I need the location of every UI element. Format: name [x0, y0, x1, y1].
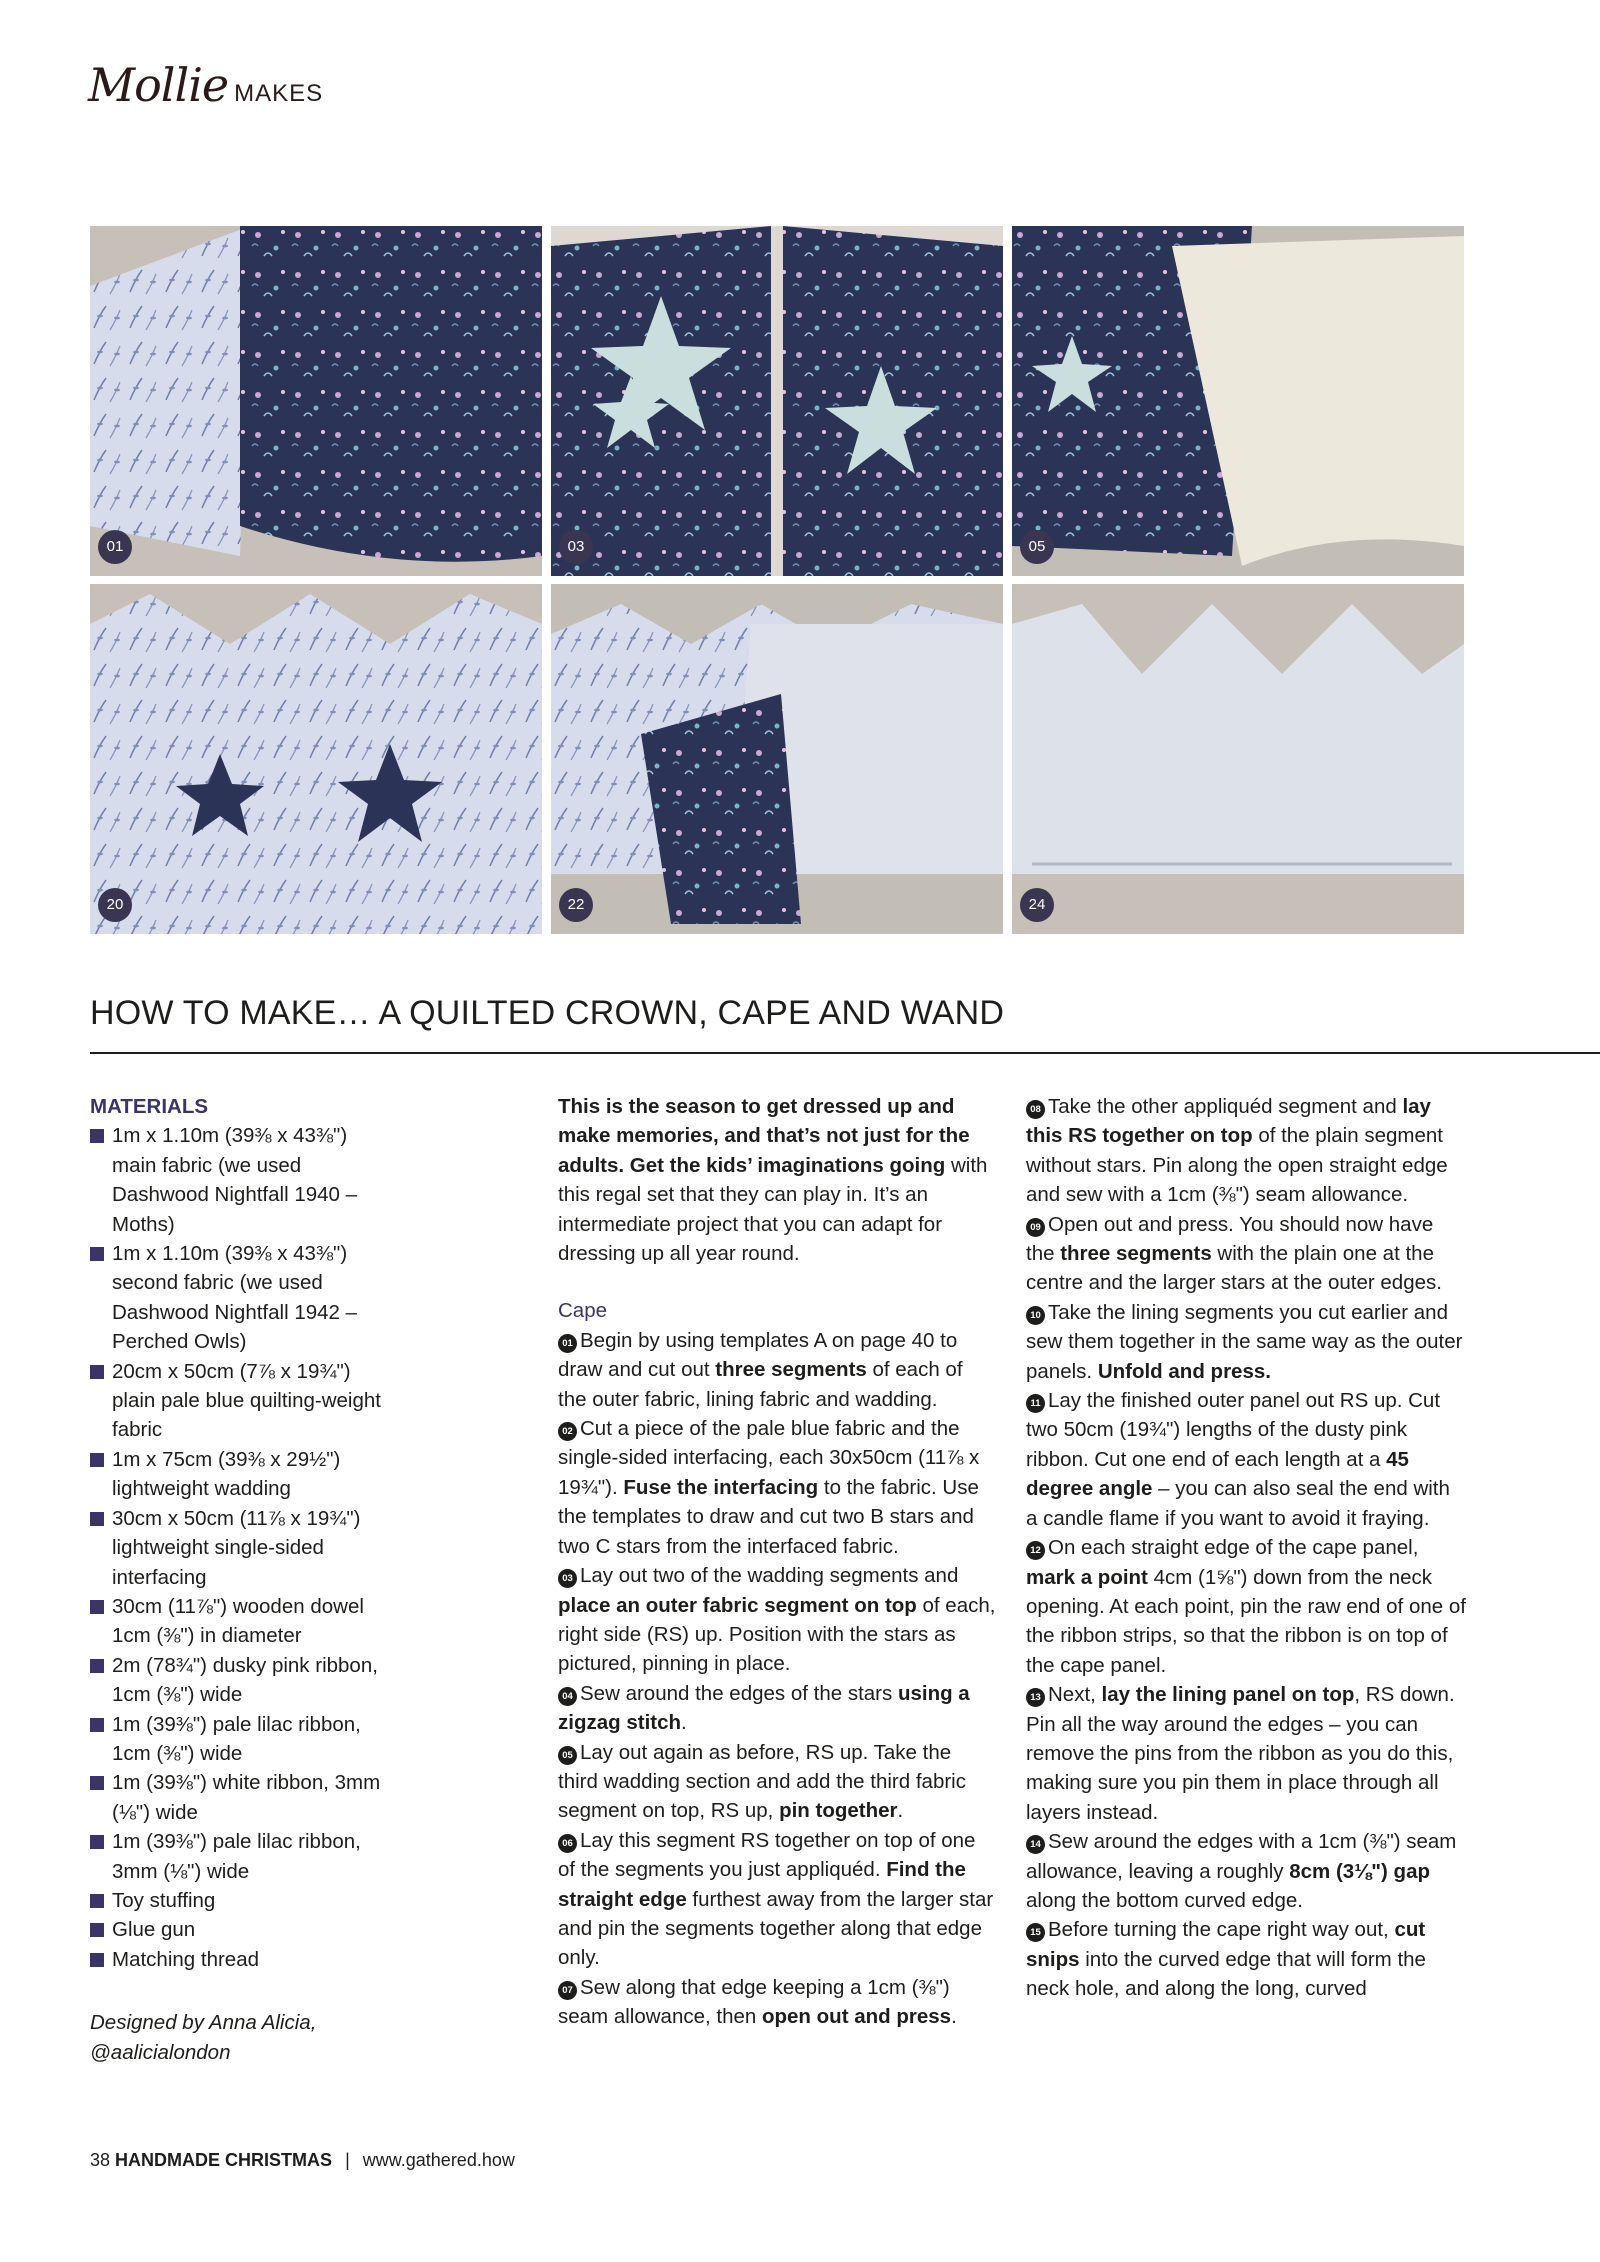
- step-text: to the fabric. Use the templates to draw and cut two B stars and two C stars from the interfaced fabric.: [558, 1475, 979, 1558]
- photo-03-image: [551, 226, 1003, 576]
- materials-column: [90, 1092, 390, 2067]
- material-item: Matching thread: [90, 1945, 390, 1974]
- step-number-icon: 08: [1026, 1100, 1045, 1119]
- step-text: – you can also seal the end with a candle flame if you want to avoid it fraying.: [1026, 1477, 1450, 1530]
- photo-22-image: [551, 584, 1003, 934]
- designer-handle: @aalicialondon: [90, 2040, 231, 2064]
- step-text: of each of the outer fabric, lining fabric and wadding.: [558, 1358, 963, 1411]
- material-item: 1m (39⅜") pale lilac ribbon, 1cm (⅜") wide: [90, 1710, 390, 1769]
- step-text: Lay the finished outer panel out RS up. Cut two 50cm (19¾") lengths of the dusty pink ribbon. Cut one end of each length at a: [1026, 1389, 1441, 1471]
- photo-05-image: [1012, 226, 1464, 576]
- photo-step-24: [1012, 584, 1464, 934]
- step-text: .: [951, 2005, 957, 2029]
- step-06: [558, 1826, 996, 1973]
- photo-number-badge: 22: [559, 888, 593, 922]
- step-10: [1026, 1298, 1466, 1386]
- step-emphasis: lay this RS together on top: [1026, 1095, 1431, 1148]
- intro-bold: This is the season to get dressed up and make memories, and that’s not just for the adults. Get the kids’ imaginations going: [558, 1095, 970, 1177]
- photo-number-badge: 24: [1020, 888, 1054, 922]
- step-text: Take the other appliquéd segment and: [1048, 1095, 1403, 1118]
- material-item: 20cm x 50cm (7⅞ x 19¾") plain pale blue quilting-weight fabric: [90, 1357, 390, 1445]
- step-emphasis: Fuse the interfacing: [623, 1475, 819, 1499]
- step-number-icon: 02: [558, 1422, 577, 1441]
- step-emphasis: 8cm (3⅛") gap: [1289, 1859, 1430, 1883]
- materials-list: [90, 1121, 390, 1974]
- photo-grid: [90, 226, 1464, 934]
- step-emphasis: mark a point: [1026, 1565, 1148, 1589]
- step-text: Take the lining segments you cut earlier and sew them together in the same way as the outer panels.: [1026, 1300, 1463, 1383]
- step-emphasis: cut snips: [1026, 1918, 1426, 1971]
- step-number-icon: 15: [1026, 1923, 1045, 1942]
- material-item: 1m x 75cm (39⅜ x 29½") lightweight wadding: [90, 1445, 390, 1504]
- step-13: [1026, 1680, 1466, 1827]
- brand-sub: MAKES: [234, 80, 324, 107]
- brand-logo: [88, 58, 323, 112]
- step-text: Lay out two of the wadding segments and: [580, 1564, 959, 1588]
- brand-script: Mollie: [88, 58, 229, 112]
- instructions-column-1: [558, 1092, 996, 2032]
- photo-01-image: [90, 226, 542, 576]
- step-text: Sew around the edges of the stars: [580, 1681, 898, 1705]
- step-04: [558, 1679, 996, 1738]
- intro-rest: with this regal set that they can play in. It’s an intermediate project that you can adapt for dressing up all year round.: [558, 1153, 988, 1266]
- step-14: [1026, 1827, 1466, 1915]
- step-emphasis: lay the lining panel on top: [1101, 1683, 1355, 1707]
- step-text: On each straight edge of the cape panel,: [1048, 1536, 1419, 1560]
- footer-separator: |: [345, 2150, 350, 2170]
- intro-paragraph: [558, 1092, 996, 1268]
- step-text: , RS down. Pin all the way around the edges – you can remove the pins from the ribbon as you do this, making sure you pin them in place through all layers instead.: [1026, 1683, 1455, 1824]
- photo-step-20: [90, 584, 542, 934]
- step-text: .: [681, 1711, 687, 1735]
- photo-24-image: [1012, 584, 1464, 934]
- step-text: with the plain one at the centre and the larger stars at the outer edges.: [1026, 1242, 1442, 1295]
- photo-step-03: [551, 226, 1003, 576]
- step-text: .: [897, 1799, 904, 1823]
- step-number-icon: 10: [1026, 1306, 1045, 1325]
- step-number-icon: 14: [1026, 1835, 1045, 1854]
- step-07: [558, 1973, 996, 2032]
- photo-step-05: [1012, 226, 1464, 576]
- step-emphasis: Unfold and press.: [1097, 1359, 1271, 1383]
- step-15: [1026, 1915, 1466, 2003]
- material-item: 1m (39⅜") pale lilac ribbon, 3mm (⅛") wide: [90, 1827, 390, 1886]
- step-08: [1026, 1092, 1466, 1210]
- step-number-icon: 03: [558, 1569, 577, 1588]
- step-number-icon: 07: [558, 1981, 577, 2000]
- photo-20-image: [90, 584, 542, 934]
- step-emphasis: pin together: [779, 1799, 898, 1823]
- step-emphasis: using a zigzag stitch: [558, 1681, 970, 1735]
- page-headline: HOW TO MAKE… A QUILTED CROWN, CAPE AND WAND: [90, 994, 1005, 1032]
- page-number: 38: [90, 2150, 111, 2170]
- material-item: Glue gun: [90, 1915, 390, 1944]
- photo-number-badge: 01: [98, 530, 132, 564]
- step-12: [1026, 1533, 1466, 1680]
- headline-divider: [90, 1052, 1600, 1054]
- step-text: of the plain segment without stars. Pin along the open straight edge and sew with a 1cm (⅜") seam allowance.: [1026, 1124, 1448, 1207]
- step-text: Cut a piece of the pale blue fabric and the single-sided interfacing, each 30x50cm (11⅞ x 19¾").: [558, 1417, 980, 1499]
- step-emphasis: three segments: [715, 1358, 867, 1382]
- step-text: along the bottom curved edge.: [1026, 1888, 1303, 1912]
- material-item: 2m (78¾") dusky pink ribbon, 1cm (⅜") wide: [90, 1651, 390, 1710]
- step-05: [558, 1738, 996, 1826]
- material-item: 1m x 1.10m (39⅜ x 43⅜") main fabric (we used Dashwood Nightfall 1940 – Moths): [90, 1121, 390, 1239]
- step-emphasis: Find the straight edge: [558, 1858, 966, 1911]
- step-text: Begin by using templates A on page 40 to draw and cut out: [558, 1328, 958, 1382]
- step-text: Sew around the edges with a 1cm (⅜") seam allowance, leaving a roughly: [1026, 1830, 1457, 1883]
- page-footer: [90, 2150, 515, 2171]
- footer-url[interactable]: www.gathered.how: [362, 2150, 515, 2170]
- step-text: Open out and press. You should now have the: [1026, 1212, 1434, 1266]
- step-emphasis: 45 degree angle: [1026, 1447, 1409, 1501]
- step-text: into the curved edge that will form the neck hole, and along the long, curved: [1026, 1947, 1426, 2001]
- step-emphasis: place an outer fabric segment on top: [558, 1593, 917, 1617]
- step-09: [1026, 1210, 1466, 1298]
- photo-step-01: [90, 226, 542, 576]
- step-number-icon: 09: [1026, 1218, 1045, 1237]
- photo-step-22: [551, 584, 1003, 934]
- step-text: Sew along that edge keeping a 1cm (⅜") seam allowance, then: [558, 1975, 950, 2029]
- step-emphasis: open out and press: [761, 2005, 952, 2029]
- photo-number-badge: 05: [1020, 530, 1054, 564]
- material-item: Toy stuffing: [90, 1886, 390, 1915]
- step-03: [558, 1561, 996, 1679]
- step-02: [558, 1414, 996, 1561]
- step-text: Before turning the cape right way out,: [1048, 1918, 1395, 1942]
- material-item: 30cm x 50cm (11⅞ x 19¾") lightweight single-sided interfacing: [90, 1504, 390, 1592]
- step-text: of each, right side (RS) up. Position with the stars as pictured, pinning in place.: [558, 1593, 996, 1676]
- instructions-column-2: [1026, 1092, 1466, 2004]
- material-item: 30cm (11⅞") wooden dowel 1cm (⅜") in diameter: [90, 1592, 390, 1651]
- designer-credit: [90, 2008, 390, 2067]
- step-text: Lay this segment RS together on top of one of the segments you just appliquéd.: [558, 1828, 976, 1882]
- step-text: furthest away from the larger star and pin the segments together along that edge only.: [558, 1887, 994, 1970]
- publication-name: HANDMADE CHRISTMAS: [115, 2150, 333, 2170]
- step-number-icon: 05: [558, 1746, 577, 1765]
- step-11: [1026, 1386, 1466, 1533]
- step-number-icon: 01: [558, 1334, 577, 1353]
- designer-name: Designed by Anna Alicia,: [90, 2011, 317, 2035]
- step-01: [558, 1326, 996, 1414]
- step-text: Lay out again as before, RS up. Take the third wadding section and add the third fabric segment on top, RS up,: [558, 1740, 966, 1823]
- step-text: 4cm (1⅝") down from the neck opening. At each point, pin the raw end of one of the ribbon strips, so that the ribbon is on top of the cape panel.: [1026, 1565, 1466, 1677]
- step-number-icon: 13: [1026, 1688, 1045, 1707]
- material-item: 1m (39⅜") white ribbon, 3mm (⅛") wide: [90, 1768, 390, 1827]
- step-number-icon: 04: [558, 1687, 577, 1706]
- step-text: Next,: [1048, 1683, 1102, 1707]
- step-number-icon: 11: [1026, 1394, 1045, 1413]
- photo-number-badge: 03: [559, 530, 593, 564]
- cape-heading: Cape: [558, 1299, 608, 1323]
- material-item: 1m x 1.10m (39⅜ x 43⅜") second fabric (we used Dashwood Nightfall 1942 – Perched Owls): [90, 1239, 390, 1357]
- step-number-icon: 06: [558, 1834, 577, 1853]
- step-emphasis: three segments: [1060, 1242, 1212, 1266]
- materials-title: MATERIALS: [90, 1095, 209, 1118]
- step-number-icon: 12: [1026, 1541, 1045, 1560]
- photo-number-badge: 20: [98, 888, 132, 922]
